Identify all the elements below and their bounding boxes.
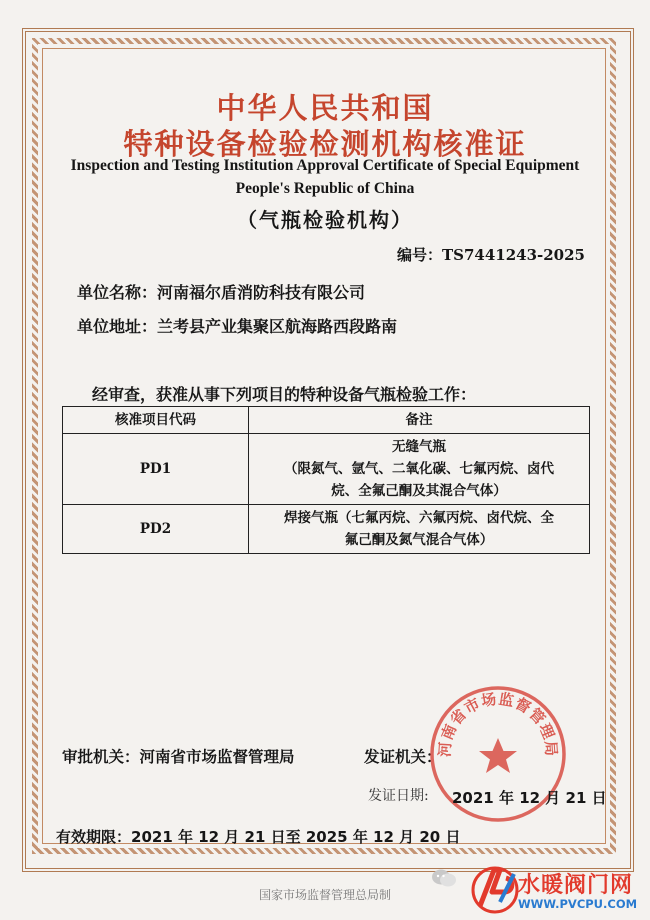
- item-code: PD2: [63, 505, 249, 554]
- unit-address-value: 兰考县产业集聚区航海路西段路南: [157, 317, 398, 336]
- table-header-row: [63, 407, 590, 434]
- validity-label: 有效期限：: [56, 828, 132, 846]
- approval-statement: 经审查，获准从事下列项目的特种设备气瓶检验工作：: [92, 385, 477, 404]
- item-note-line: 焊接气瓶（七氟丙烷、六氟丙烷、卤代烷、全: [284, 510, 554, 526]
- unit-address: [77, 314, 397, 337]
- item-note: [249, 434, 590, 505]
- table-header-code: 核准项目代码: [63, 407, 249, 434]
- table-row: [63, 505, 590, 554]
- approval-authority-value: 河南省市场监督管理局: [139, 747, 295, 766]
- approval-authority-label: 审批机关：: [62, 747, 140, 766]
- title-country: 中华人民共和国: [216, 91, 434, 125]
- brand-logo-icon: [470, 862, 520, 918]
- seal-text: 河南省市场监督管理局: [435, 689, 561, 758]
- issue-date-value: 2021 年 12 月 21 日: [452, 789, 607, 807]
- item-note-line: 无缝气瓶: [392, 439, 446, 455]
- item-note: [249, 505, 590, 554]
- item-code: PD1: [63, 434, 249, 505]
- table-header-note: 备注: [249, 407, 590, 434]
- certificate-number: [397, 244, 585, 265]
- item-note-line: （限氮气、氩气、二氧化碳、七氟丙烷、卤代: [284, 461, 554, 477]
- item-note-line: 烷、全氟己酮及其混合气体）: [331, 483, 507, 499]
- subtitle: （气瓶检验机构）: [237, 208, 413, 232]
- validity-period: [56, 826, 460, 847]
- watermark-url: WWW.PVCPU.COM: [518, 897, 638, 911]
- issuer-footer: 国家市场监督管理总局制: [258, 888, 391, 902]
- approval-authority: [62, 745, 295, 767]
- validity-value: 2021 年 12 月 21 日至 2025 年 12 月 20 日: [131, 828, 461, 846]
- unit-address-label: 单位地址：: [77, 317, 158, 336]
- unit-name: [77, 280, 365, 303]
- item-note-line: 氟己酮及氮气混合气体）: [344, 532, 494, 548]
- unit-name-label: 单位名称：: [77, 283, 158, 302]
- issue-date-label: 发证日期:: [368, 788, 429, 804]
- title-english: Inspection and Testing Institution Approval Certificate of Special Equipment: [70, 157, 580, 174]
- approved-items-table: [62, 406, 590, 554]
- certificate-number-label: 编号：: [396, 246, 442, 264]
- certificate-number-value: TS7441243-2025: [441, 246, 585, 264]
- title-english-country: People's Republic of China: [235, 180, 415, 197]
- seal-star-icon: [479, 738, 517, 773]
- wechat-icon: [431, 868, 457, 888]
- title-certificate: 特种设备检验检测机构核准证: [123, 127, 527, 161]
- watermark-brand: 水暖阀门网: [518, 873, 634, 898]
- unit-name-value: 河南福尔盾消防科技有限公司: [157, 283, 366, 302]
- table-row: [63, 434, 590, 505]
- issuing-authority-label: 发证机关：: [364, 747, 442, 766]
